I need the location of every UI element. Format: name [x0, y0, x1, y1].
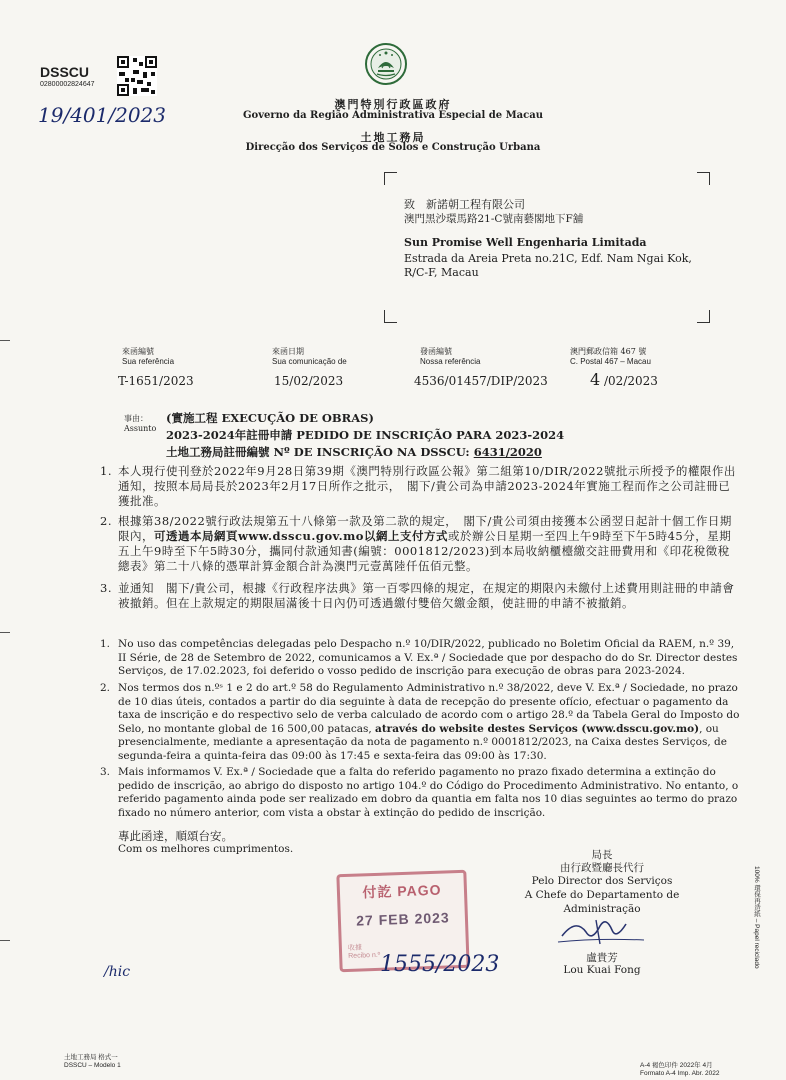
signature-title-pt-3: Administração	[563, 903, 641, 915]
subject-line-2: 2023-2024年註冊申請 PEDIDO DE INSCRIÇÃO PARA 2023-2024	[166, 428, 565, 442]
paragraph-text-bold: 可透過本局網頁www.dsscu.gov.mo以網上支付方式	[154, 529, 448, 543]
ref-label-zh-1: 來函編號	[122, 347, 154, 356]
paragraph-text: , ou presencialmente, mediante a apresentação da nota de pagamento n.º 0001812/2023, na Caixa destes Serviços, de segunda-feira a quinta-feira das 09:00 às 17:45 e sexta-feira das 09:00 às 17:30.	[118, 722, 727, 762]
paragraph-number: 2.	[100, 514, 112, 528]
qr-code-icon	[117, 56, 157, 96]
registration-number: 6431/2020	[473, 445, 542, 459]
signature-title-zh: 局長	[591, 849, 613, 861]
stamp-title: 付訖 PAGO	[362, 881, 442, 901]
subject-label-zh: 事由：	[124, 414, 148, 423]
document-number: 02800002824647	[40, 81, 95, 88]
address-bracket-top-left	[384, 172, 397, 185]
ref-label-pt-2: Sua comunicação de	[272, 357, 347, 366]
ref-value-your-communication: 15/02/2023	[274, 374, 344, 388]
org-code: DSSCU	[40, 64, 90, 80]
paragraph-zh-3	[100, 581, 740, 627]
address-bracket-bottom-right	[697, 310, 710, 323]
subject-line-3	[166, 444, 542, 460]
author-initials: /hic	[104, 964, 131, 980]
address-bracket-bottom-left	[384, 310, 397, 323]
stamp-date: 27 FEB 2023	[355, 909, 450, 929]
paragraph-text: Mais informamos V. Ex.ª / Sociedade que a falta do referido pagamento no prazo fixado determina a extinção do pedido de inscrição, ao abrigo do disposto no artigo 104.º do Código do Procedimento Administrativo. No entanto, o referido pagamento ainda pode ser realizado em dobro da quantia em falta nos 10 dias seguintes ao termo do prazo fixado no número anterior, com vista a obstar à extinção do pedido de inscrição.	[118, 766, 739, 819]
addressee-address-pt-line1: Estrada da Areia Preta no.21C, Edf. Nam Ngai Kok,	[404, 252, 692, 265]
paragraph-zh-2	[100, 514, 740, 576]
ref-value-day-handwritten: 4	[590, 370, 601, 389]
department-title-zh: 土地工務局	[360, 131, 426, 144]
ref-label-pt-4: C. Postal 467 – Macau	[570, 357, 651, 366]
recycled-paper-note: 100% 環保再造紙 – Papel reciclado	[753, 866, 760, 969]
ref-label-zh-4: 澳門郵政信箱 467 號	[570, 347, 647, 356]
paragraph-text: 本人現行使刊登於2022年9月28日第39期《澳門特別行政區公報》第二組第10/DIR/2022號批示所授予的權限作出通知，按照本局局長於2023年2月17日所作之批示， 閣下/貴公司為申請2023-2024年實施工程而作之公司註冊已獲批准。	[118, 464, 736, 508]
paragraph-number: 1.	[100, 638, 111, 650]
address-bracket-top-right	[697, 172, 710, 185]
paragraph-text: 根據第38/2022號行政法規第五十八條第一款及第二款的規定， 閣下/貴公司須由接獲本公函翌日起計十個工作日期限內，	[118, 514, 732, 543]
paragraph-number: 1.	[100, 464, 112, 478]
ref-label-zh-3: 發函編號	[420, 347, 452, 356]
signature-title-pt-2: A Chefe do Departamento de	[524, 889, 680, 901]
paragraph-text: No uso das competências delegadas pelo Despacho n.º 10/DIR/2022, publicado no Boletim Oficial da RAEM, n.º 39, II Série, de 28 de Setembro de 2022, comunicamos a V. Ex.ª / Sociedade que por despacho do do Sr. Director destes Serviços, de 17.02.2023, foi deferido o vosso pedido de inscrição para execução de obras para 2023-2024.	[118, 638, 738, 677]
closing-pt: Com os melhores cumprimentos.	[118, 843, 294, 855]
stamp-receipt-label-zh: 收據	[347, 944, 363, 952]
fold-mark	[0, 340, 10, 341]
paragraph-text: Nos termos dos n.ºˢ 1 e 2 do art.º 58 do Regulamento Administrativo n.º 38/2022, deve V. Ex.ª / Sociedade, no prazo de 10 dias úteis, contados a partir do dia seguinte à data de recepção do presente ofício, efectuar o pagamento da taxa de inscrição e do respectivo selo de verba calculado de acordo com o artigo 28.º da Tabela Geral do Imposto do Selo, no montante global de 16 500,00 patacas,	[118, 682, 740, 735]
ref-label-pt-1: Sua referência	[122, 357, 175, 366]
ref-value-date: /02/2023	[604, 374, 658, 388]
addressee-name-pt: Sun Promise Well Engenharia Limitada	[404, 236, 647, 249]
footer-form-pt: DSSCU – Modelo 1	[64, 1062, 121, 1069]
signature-title-pt-1: Pelo Director dos Serviços	[531, 875, 673, 887]
paragraph-zh-1	[100, 464, 740, 510]
paragraph-number: 2.	[100, 682, 111, 694]
signature-scribble-icon	[556, 914, 646, 950]
paragraph-text: 並通知 閣下/貴公司，根據《行政程序法典》第一百零四條的規定，在規定的期限內未繳付上述費用則註冊的申請會被撤銷。但在上款規定的期限屆滿後十日內仍可透過繳付雙倍欠繳金額，使註冊的申請不被撤銷。	[118, 581, 735, 610]
ref-label-pt-3: Nossa referência	[420, 357, 481, 366]
footer-format-zh: A-4 褐色印件 2022年 4月	[640, 1062, 713, 1069]
paragraph-pt-1	[100, 638, 740, 680]
paragraph-number: 3.	[100, 581, 112, 595]
addressee-address-pt-line2: R/C-F, Macau	[404, 266, 479, 279]
paragraph-text: 或於辦公日星期一至四上午9時至下午5時45分，星期五上午9時至下午5時30分，攜同付款通知書(編號：0001812/2023)到本局收納櫃檯繳交註冊費用和《印花稅徵稅總表》第二十八條的憑單計算金額合計為澳門元壹萬陸仟伍佰元整。	[118, 529, 732, 573]
government-title-pt: Governo da Região Administrativa Especial de Macau	[243, 110, 543, 121]
paragraph-text-bold: através do website destes Serviços (www.dsscu.gov.mo)	[375, 722, 700, 735]
paragraph-pt-3	[100, 766, 740, 822]
macau-emblem-icon	[364, 42, 408, 86]
ref-value-our-reference: 4536/01457/DIP/2023	[414, 374, 548, 388]
handwritten-date: 19/401/2023	[38, 103, 166, 127]
ref-label-zh-2: 來函日期	[272, 347, 304, 356]
signature-name-zh: 盧貴芳	[586, 952, 618, 964]
subject-label-pt: Assunto	[124, 424, 157, 433]
department-title-pt: Direcção dos Serviços de Solos e Construção Urbana	[245, 142, 541, 153]
government-title-zh: 澳門特別行政區政府	[334, 98, 452, 111]
paragraph-pt-2	[100, 682, 740, 766]
addressee-name-zh: 致 新諾朝工程有限公司	[404, 198, 525, 211]
footer-form-zh: 土地工務局 格式一	[64, 1054, 118, 1061]
signature-title-zh-2: 由行政暨廳長代行	[560, 862, 644, 874]
addressee-address-zh: 澳門黑沙環馬路21-C號南藝閣地下F舖	[404, 213, 584, 225]
paragraph-number: 3.	[100, 766, 111, 778]
subject-line-3-prefix: 土地工務局註冊編號 Nº DE INSCRIÇÃO NA DSSCU:	[166, 445, 474, 459]
footer-format-pt: Formato A-4 Imp. Abr. 2022	[640, 1070, 720, 1077]
subject-line-1: (實施工程 EXECUÇÃO DE OBRAS)	[166, 411, 374, 425]
stamp-handwritten-receipt: 1555/2023	[380, 952, 500, 977]
fold-mark	[0, 632, 10, 633]
closing-zh: 專此函達，順頌台安。	[118, 829, 233, 843]
signature-name-pt: Lou Kuai Fong	[563, 964, 641, 976]
stamp-receipt-label	[348, 944, 381, 961]
fold-mark	[0, 940, 10, 941]
ref-value-your-reference: T-1651/2023	[118, 374, 194, 388]
stamp-receipt-label-pt: Recibo n.º	[348, 951, 381, 960]
